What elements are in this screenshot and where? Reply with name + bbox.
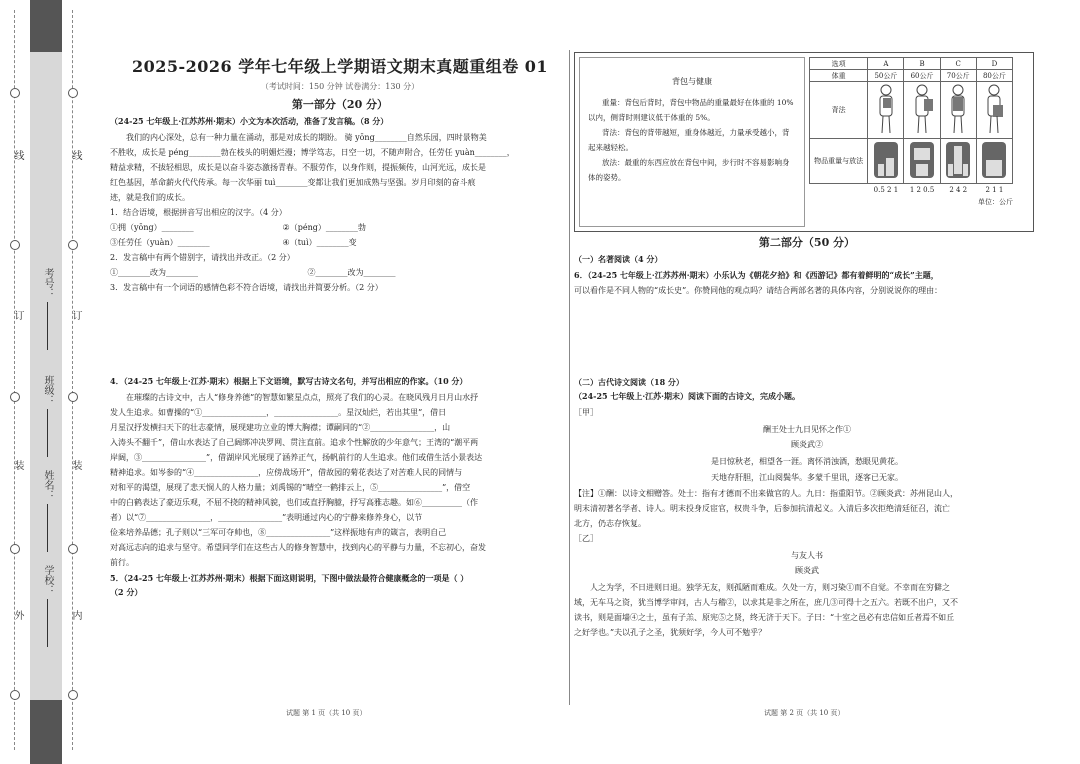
exam-info: （考试时间：150 分钟 试卷满分：130 分） <box>260 82 420 91</box>
person-backpack-icon <box>873 83 899 135</box>
correction-item[interactable]: ②________改为________ <box>307 268 396 277</box>
sub-question-3: 3．发言稿中有一个词语的感情色彩不符合语境，请找出并简要分析。（2 分） <box>110 283 383 292</box>
passage-line: 红色基因，革命薪火代代传承。每一次华丽 tuì________变都让我们更加成熟与坚强。岁月印刻的奋斗痕 <box>110 178 476 187</box>
question-4-head: 4．（24-25 七年级上·江苏·期末）根据上下文语境，默写古诗文名句，并写出相应的作家。（10 分） <box>110 376 468 386</box>
load-figure-c <box>940 139 976 184</box>
section-1-title: （一）名著阅读（4 分） <box>574 254 663 264</box>
passage-paragraph: 背法：背包的背带越短，重身体越近，力量承受越小，背起来越轻松。 <box>588 128 790 152</box>
inner-cut-line <box>72 10 73 750</box>
pinyin-row <box>110 235 570 250</box>
table-row-label: 背法 <box>810 82 868 139</box>
q4-line: 中的白鹤表达了豪迈乐观，不屈不挠的精神风貌，也们或直抒胸臆，抒写高雅志趣。如⑥__________（作 <box>110 498 478 507</box>
seal-char: 线 <box>12 150 23 160</box>
class-label: 班级： <box>42 375 53 405</box>
seal-char: 装 <box>70 460 81 470</box>
footer-page-1: 试题 第 1 页（共 10 页） <box>286 709 367 717</box>
q4-line: 发人生追求。如曹操的“①________________，________________。星汉灿烂，若出其里”，借日 <box>110 408 447 417</box>
question-7-head: （24-25 七年级上·江苏·期末）阅读下面的古诗文，完成小题。 <box>574 391 800 401</box>
question-5-head: 5．（24-25 七年级上·江苏苏州·期末）根据下面这则说明，下图中做法最符合健康概念的一项是（ ） <box>110 573 469 583</box>
pinyin-item[interactable]: ③任劳任（yuàn）________ <box>110 238 210 247</box>
table-row-label: 物品重量与放法 <box>810 139 868 184</box>
poem-line: 天地存肝胆，江山阅鬓华。多蒙千里讯，逐客已无家。 <box>711 473 903 482</box>
binding-hole <box>10 690 20 700</box>
carry-figure-b <box>904 82 940 139</box>
sub-question-1: 1．结合语境，根据拼音写出相应的汉字。（4 分） <box>110 208 287 217</box>
q4-line: 俭来培养品德；孔子则以“三军可夺帅也，⑧________________”这样振地有声的箴言，表明自己 <box>110 528 447 537</box>
q4-line: 月星汉抒发横扫天下的壮志豪情，展现建功立业的博大胸襟；谭嗣同的“②________________，山 <box>110 423 451 432</box>
q4-line: 对高远志向的追求与坚守。希望同学们在这些古人的修身智慧中，找到内心的平静与力量，不忘初心，奋发 <box>110 543 486 552</box>
name-field[interactable] <box>40 470 55 552</box>
q4-line: 前行。 <box>110 558 134 567</box>
table-row-label: 体重 <box>810 70 868 82</box>
binding-hole <box>10 544 20 554</box>
binding-hole <box>68 392 78 402</box>
load-figure-a <box>868 139 904 184</box>
unit-label: 单位：公斤 <box>978 198 1013 206</box>
load-numbers: 2 1 1 <box>985 185 1004 194</box>
load-numbers: 0.5 2 1 <box>873 185 899 194</box>
carry-figure-c <box>940 82 976 139</box>
note-line: 北方，仍志存恢复。 <box>574 519 646 528</box>
correction-row <box>110 265 570 280</box>
part1-title: 第一部分（20 分） <box>291 98 389 111</box>
binding-hole <box>68 544 78 554</box>
backpack-load-icon <box>871 140 901 180</box>
table-cell: 50公斤 <box>868 70 904 82</box>
q4-line: 岸阔，③________________”，借湖岸风光展现了涵养正气，扬帆前行的人生追求。他们或借生活小景表达 <box>110 453 483 462</box>
passage-paragraph: 重量：背包后背时，背包中物品的重量最好在体重的 10%以内，侧背时则建议低于体重的 5%。 <box>588 98 794 122</box>
passage-box <box>579 57 805 227</box>
band-top-dark <box>30 0 62 52</box>
passage-line: 我们的内心深处，总有一种力量在涌动，那是对成长的期盼。 骑 yōng________自然乐园，四时景物美 <box>126 133 487 142</box>
band-bottom-dark <box>30 700 62 764</box>
table-header: 选项 <box>810 58 868 70</box>
table-header: A <box>868 58 904 70</box>
q4-line: 在璀璨的古诗文中，古人“修身养德”的智慧如繁星点点，照亮了我们的心灵。在晓风残月日月山水抒 <box>126 393 479 402</box>
class-field[interactable] <box>40 375 55 457</box>
table-header: D <box>976 58 1012 70</box>
table-cell: 60公斤 <box>904 70 940 82</box>
jia-label: ［甲］ <box>574 408 598 417</box>
seal-char: 装 <box>12 460 23 470</box>
load-numbers: 1 2 0.5 <box>909 185 935 194</box>
section-2-title: （二）古代诗文阅读（18 分） <box>574 377 684 387</box>
letter-line: 之好学也。”夫以孔子之圣，犹须好学，今人可不勉乎？ <box>574 628 767 637</box>
seal-char: 线 <box>70 150 81 160</box>
table-header: B <box>904 58 940 70</box>
part2-title: 第二部分（50 分） <box>758 236 856 249</box>
poem-author: 顾炎武② <box>791 440 823 449</box>
carry-figure-a <box>868 82 904 139</box>
letter-line: 人之为学，不日进则日退。独学无友，则孤陋而难成。久处一方，则习染①而不自觉。不幸而在穷僻之 <box>590 583 950 592</box>
binding-hole <box>10 240 20 250</box>
exam-id-label: 考号： <box>42 268 53 298</box>
pinyin-row <box>110 220 570 235</box>
letter-author: 顾炎武 <box>795 566 819 575</box>
school-field[interactable] <box>40 565 55 647</box>
q4-line: 者）以“⑦________________，________________”表明通过内心的宁静来修养身心，以节 <box>110 513 423 522</box>
letter-title: 与友人书 <box>791 551 823 560</box>
sub-question-2: 2．发言稿中有两个错别字，请找出并改正。（2 分） <box>110 253 295 262</box>
carry-figure-d <box>976 82 1012 139</box>
outer-cut-line <box>14 10 15 750</box>
answer-space[interactable] <box>110 295 570 373</box>
passage-line: 不胜收，成长是 péng________勃在枝头的明媚烂漫；博学笃志，日空一切，不随声附合，任劳任 yuàn________， <box>110 148 515 157</box>
pinyin-item[interactable]: ①拥（yōng）________ <box>110 223 194 232</box>
right-column <box>574 48 1040 640</box>
exam-title: 2025-2026 学年七年级上学期语文期末真题重组卷 01 <box>131 57 549 76</box>
table-cell: 70公斤 <box>940 70 976 82</box>
backpack-table-area <box>809 57 1029 225</box>
load-figure-d <box>976 139 1012 184</box>
passage-paragraph: 放法：最重的东西应放在背包中间，步行时不容易影响身体的姿势。 <box>588 158 790 182</box>
q4-line: 对和平的渴望，展现了悲天悯人的人格力量；刘禹锡的“晴空一鹤排云上，⑤________________”，借空 <box>110 483 471 492</box>
binding-hole <box>10 392 20 402</box>
left-column <box>110 48 570 601</box>
letter-line: 域，无车马之资，犹当博学审问，古人与稽②，以求其是非之所在，庶几③可得十之五六。若既不出户，又不 <box>574 598 958 607</box>
binding-hole <box>10 88 20 98</box>
passage-line: 迹，就是我们的成长。 <box>110 193 190 202</box>
seal-char: 内 <box>70 610 81 620</box>
load-numbers: 2 4 2 <box>949 185 968 194</box>
footer-page-2: 试题 第 2 页（共 10 页） <box>764 709 845 717</box>
backpack-load-icon <box>979 140 1009 180</box>
passage-title: 背包与健康 <box>672 77 712 86</box>
pinyin-item[interactable]: ②（péng）________勃 <box>282 223 366 232</box>
school-label: 学校： <box>42 565 53 595</box>
letter-line: 读书，则是面墙④之士，虽有子羔、原宪⑤之贤，终无济于天下。子曰：“十室之邑必有忠信如丘者焉不如丘 <box>574 613 955 622</box>
correction-item[interactable]: ①________改为________ <box>110 268 198 277</box>
name-label: 姓名： <box>42 470 53 500</box>
question-5-score: （2 分） <box>110 587 143 597</box>
backpack-table <box>809 57 1013 195</box>
note-line: 【注】①酬：以诗文相赠答。处士：指有才德而不出来做官的人。九日：指重阳节。②顾炎武：苏州昆山人， <box>574 489 958 498</box>
q4-line: 入涛头不翻千”，借山水表达了自己阔绑冲决罗网、贯注直前。追求个性解放的少年意气；王湾的“潮平两 <box>110 438 479 447</box>
table-header: C <box>940 58 976 70</box>
load-figure-b <box>904 139 940 184</box>
seal-char: 外 <box>12 610 23 620</box>
pinyin-item[interactable]: ④（tuì）________变 <box>282 238 357 247</box>
material-box <box>574 52 1034 232</box>
q6-line: 可以看作是不同人物的“成长史”。你赞同他的观点吗？请结合两部名著的具体内容，分别说说你的理由： <box>574 286 943 295</box>
person-backpack-icon <box>945 83 971 135</box>
note-line: 明末清初著名学者、诗人。明末投身反宦官，权贵斗争，后参加抗清起义。入清后多次拒绝清廷征召，流亡 <box>574 504 950 513</box>
passage-line: 精益求精，不拔轻相思，成长是以奋斗姿态激扬青春。不服劳作，以身作则，提振频传，山河光远，成长是 <box>110 163 486 172</box>
poem-title: 酬王处士九日见怀之作① <box>763 425 851 434</box>
person-backpack-icon <box>909 83 935 135</box>
backpack-load-icon <box>907 140 937 180</box>
poem-line: 是日惊秋老，相望各一涯。离怀消浊酒，愁眼见黄花。 <box>711 457 903 466</box>
binding-hole <box>68 240 78 250</box>
person-backpack-icon <box>981 83 1007 135</box>
q4-line: 精神追求。如岑参的“④________________，应傍战场开”，借故园的菊花表达了对苦难人民的同情与 <box>110 468 463 477</box>
question-intro: （24-25 七年级上·江苏苏州·期末）小文为本次活动，准备了发言稿。（8 分） <box>110 116 389 126</box>
q6-line: 6．（24-25 七年级上·江苏苏州·期末）小乐认为《朝花夕拾》和《西游记》都有着鲜明的“成长”主题， <box>574 270 939 280</box>
table-cell: 80公斤 <box>976 70 1012 82</box>
backpack-load-icon <box>943 140 973 180</box>
seal-char: 订 <box>12 310 23 320</box>
seal-char: 订 <box>70 310 81 320</box>
id-field[interactable] <box>40 268 55 350</box>
binding-hole <box>68 690 78 700</box>
yi-label: ［乙］ <box>574 534 598 543</box>
binding-hole <box>68 88 78 98</box>
answer-space[interactable] <box>574 298 1040 374</box>
binding-strip <box>0 0 100 764</box>
